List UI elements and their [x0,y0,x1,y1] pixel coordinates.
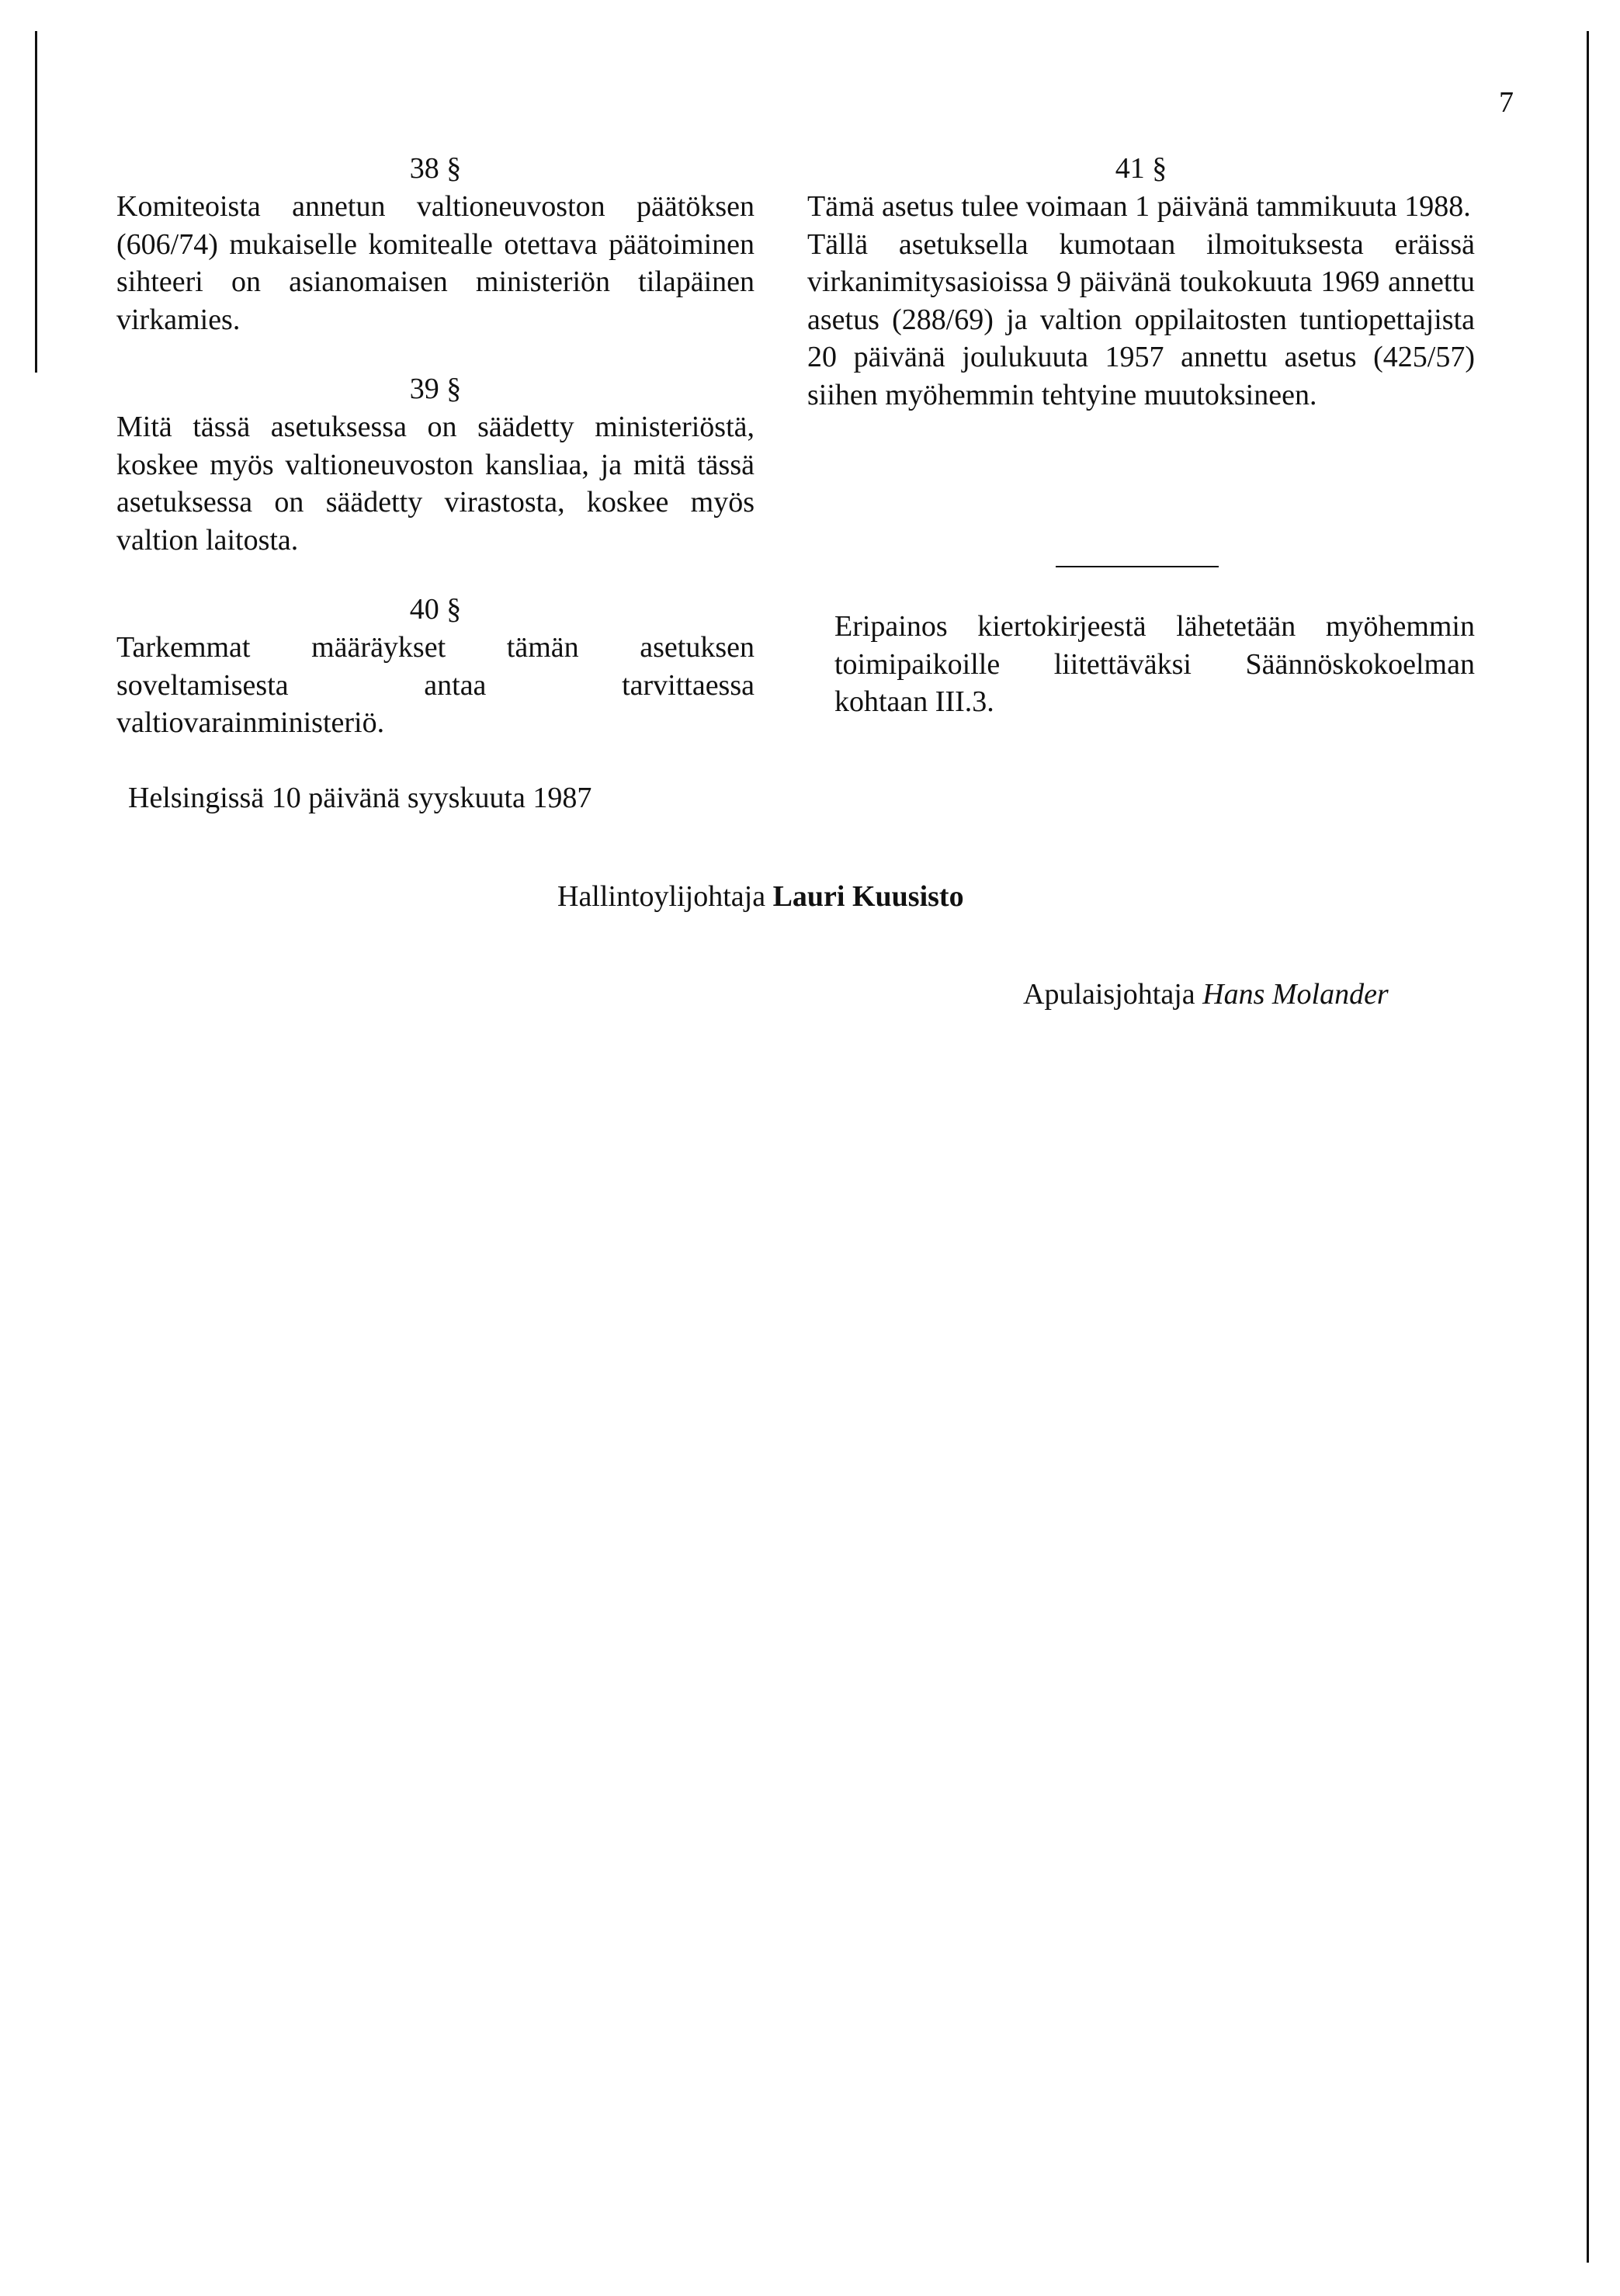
section-heading: 39 § [409,373,462,405]
section-paragraph: Tällä asetuksella kumotaan ilmoituksesta eräissä virkanimitysasioissa 9 päivänä toukokuuta 1969 annettu asetus (288/69) ja valtion oppilaitosten tuntiopettajista 20 päivänä joulukuuta 1957 annettu asetus (425/57) siihen myöhemmin tehtyine muutoksineen. [807,227,1475,411]
section-39 [116,369,754,559]
section-paragraph: Komiteoista annetun valtioneuvoston päätöksen (606/74) mukaiselle komitealle otettava päätoiminen sihteeri on asianomaisen ministeriön tilapäinen virkamies. [116,190,754,336]
section-40 [116,590,754,742]
distribution-note: Eripainos kiertokirjeestä lähetetään myöhemmin toimipaikoille liitettäväksi Säännöskokoelman kohtaan III.3. [834,610,1475,718]
section-heading: 41 § [1115,152,1167,185]
signature-title: Apulaisjohtaja [1023,978,1195,1011]
right-margin-line [1587,31,1589,2263]
signature-first [557,879,964,914]
section-heading: 38 § [409,152,462,185]
section-gap [116,559,754,590]
signature-name: Lauri Kuusisto [772,880,964,913]
page-number: 7 [1499,86,1514,119]
signature-second [1023,976,1389,1012]
section-paragraph: Tarkemmat määräykset tämän asetuksen soveltamisesta antaa tarvittaessa valtiovarainministeriö. [116,631,754,739]
section-38 [116,149,754,338]
place-date: Helsingissä 10 päivänä syyskuuta 1987 [128,782,592,814]
right-column [807,149,1475,414]
signature-name: Hans Molander [1202,978,1389,1011]
section-heading: 40 § [409,593,462,626]
section-gap [116,338,754,369]
section-paragraph: Mitä tässä asetuksessa on säädetty ministeriöstä, koskee myös valtioneuvoston kansliaa, ja mitä tässä asetuksessa on säädetty virastosta, koskee myös valtion laitosta. [116,411,754,557]
left-column [116,149,754,742]
section-41 [807,149,1475,414]
signature-title: Hallintoylijohtaja [557,880,766,913]
section-paragraph: Tämä asetus tulee voimaan 1 päivänä tammikuuta 1988. [807,190,1471,223]
left-margin-line [35,31,37,373]
separator-rule [1056,566,1219,567]
